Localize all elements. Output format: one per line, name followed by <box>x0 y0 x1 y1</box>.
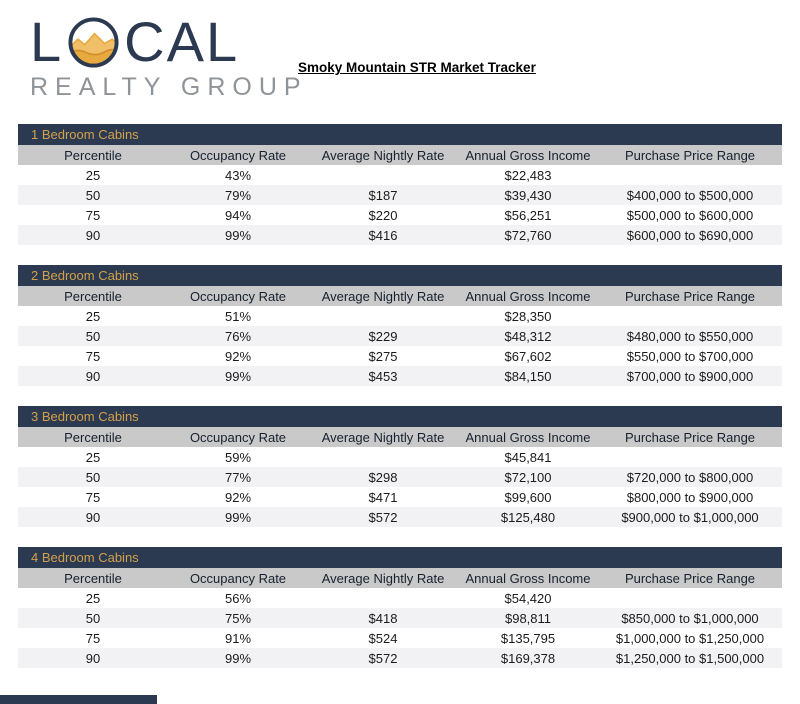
table-cell: $169,378 <box>500 650 556 666</box>
table-cell: 75 <box>85 630 101 646</box>
table-cell: $600,000 to $690,000 <box>626 227 754 243</box>
table-cell: 25 <box>85 167 101 183</box>
cabin-table <box>18 568 782 668</box>
table-row <box>18 648 782 668</box>
cabin-section <box>18 124 782 245</box>
table-cell: $850,000 to $1,000,000 <box>621 610 759 626</box>
table-cell: 79% <box>224 187 252 203</box>
table-cell: 75 <box>85 207 101 223</box>
table-cell: $418 <box>368 610 398 626</box>
table-cell: $572 <box>368 650 398 666</box>
column-header: Percentile <box>18 427 168 447</box>
table-row <box>18 326 782 346</box>
table-cell: $187 <box>368 187 398 203</box>
section-title: 1 Bedroom Cabins <box>18 124 782 145</box>
table-row <box>18 467 782 487</box>
table-row <box>18 185 782 205</box>
table-cell: $500,000 to $600,000 <box>626 207 754 223</box>
column-header: Annual Gross Income <box>458 145 598 165</box>
table-cell: $1,000,000 to $1,250,000 <box>615 630 765 646</box>
table-row <box>18 225 782 245</box>
table-cell: 25 <box>85 590 101 606</box>
table-cell: 91% <box>224 630 252 646</box>
table-cell: $39,430 <box>504 187 552 203</box>
column-header: Occupancy Rate <box>168 145 308 165</box>
table-cell: 99% <box>224 650 252 666</box>
table-cell: $99,600 <box>504 489 552 505</box>
table-cell <box>308 588 458 608</box>
table-cell: 50 <box>85 187 101 203</box>
table-cell: $720,000 to $800,000 <box>626 469 754 485</box>
cabin-section <box>18 406 782 527</box>
cabin-table <box>18 145 782 245</box>
section-title: 2 Bedroom Cabins <box>18 265 782 286</box>
table-cell <box>308 447 458 467</box>
tables <box>0 124 800 668</box>
column-header: Purchase Price Range <box>598 427 782 447</box>
table-row <box>18 306 782 326</box>
table-cell: 25 <box>85 308 101 324</box>
logo <box>30 10 308 102</box>
table-cell: $900,000 to $1,000,000 <box>621 509 759 525</box>
table-cell: 75 <box>85 489 101 505</box>
table-cell: 92% <box>224 489 252 505</box>
table-cell <box>598 447 782 467</box>
table-cell: 90 <box>85 509 101 525</box>
page-title: Smoky Mountain STR Market Tracker <box>298 60 536 75</box>
logo-wordmark <box>30 10 308 73</box>
logo-letters-cal: CAL <box>124 10 240 73</box>
column-header-row <box>18 568 782 588</box>
column-header: Annual Gross Income <box>458 286 598 306</box>
column-header: Occupancy Rate <box>168 427 308 447</box>
table-cell: $700,000 to $900,000 <box>626 368 754 384</box>
table-cell: 76% <box>224 328 252 344</box>
table-cell: $98,811 <box>504 610 552 626</box>
column-header: Purchase Price Range <box>598 568 782 588</box>
section-title: 3 Bedroom Cabins <box>18 406 782 427</box>
table-cell: 43% <box>224 167 252 183</box>
table-cell: $48,312 <box>504 328 552 344</box>
cabin-table <box>18 427 782 527</box>
column-header: Occupancy Rate <box>168 568 308 588</box>
section-title: 4 Bedroom Cabins <box>18 547 782 568</box>
column-header: Purchase Price Range <box>598 286 782 306</box>
column-header: Purchase Price Range <box>598 145 782 165</box>
table-cell: 59% <box>224 449 252 465</box>
table-row <box>18 366 782 386</box>
table-row <box>18 628 782 648</box>
column-header-row <box>18 427 782 447</box>
table-cell: $229 <box>368 328 398 344</box>
table-row <box>18 346 782 366</box>
table-row <box>18 205 782 225</box>
table-cell: 90 <box>85 227 101 243</box>
table-cell: $400,000 to $500,000 <box>626 187 754 203</box>
column-header: Annual Gross Income <box>458 427 598 447</box>
table-row <box>18 608 782 628</box>
table-cell: $471 <box>368 489 398 505</box>
table-cell: 90 <box>85 368 101 384</box>
column-header: Percentile <box>18 568 168 588</box>
logo-letter-l: L <box>30 10 64 73</box>
table-cell: 94% <box>224 207 252 223</box>
table-row <box>18 447 782 467</box>
table-row <box>18 507 782 527</box>
table-row <box>18 588 782 608</box>
table-cell: $135,795 <box>500 630 556 646</box>
table-cell <box>598 306 782 326</box>
table-cell: $72,760 <box>504 227 552 243</box>
table-cell: $67,602 <box>504 348 552 364</box>
table-cell: $28,350 <box>504 308 552 324</box>
table-cell <box>308 306 458 326</box>
table-cell: 51% <box>224 308 252 324</box>
cabin-table <box>18 286 782 386</box>
table-cell: $125,480 <box>500 509 556 525</box>
table-cell: $54,420 <box>504 590 552 606</box>
table-row <box>18 165 782 185</box>
table-cell: 50 <box>85 610 101 626</box>
table-cell: 92% <box>224 348 252 364</box>
table-cell: $524 <box>368 630 398 646</box>
table-row <box>18 487 782 507</box>
column-header: Average Nightly Rate <box>308 286 458 306</box>
mountain-circle-icon <box>66 15 121 70</box>
column-header: Annual Gross Income <box>458 568 598 588</box>
column-header: Average Nightly Rate <box>308 145 458 165</box>
table-cell: 99% <box>224 368 252 384</box>
cabin-section <box>18 547 782 668</box>
column-header-row <box>18 145 782 165</box>
page-header <box>0 0 800 124</box>
column-header: Average Nightly Rate <box>308 568 458 588</box>
table-cell: $453 <box>368 368 398 384</box>
column-header: Percentile <box>18 145 168 165</box>
table-cell: $45,841 <box>504 449 552 465</box>
table-cell: 25 <box>85 449 101 465</box>
table-cell: $800,000 to $900,000 <box>626 489 754 505</box>
logo-subtitle: REALTY GROUP <box>30 73 308 101</box>
column-header: Occupancy Rate <box>168 286 308 306</box>
table-cell <box>598 588 782 608</box>
table-cell: $220 <box>368 207 398 223</box>
table-cell: 75% <box>224 610 252 626</box>
table-cell: 99% <box>224 509 252 525</box>
table-cell: $1,250,000 to $1,500,000 <box>615 650 765 666</box>
table-cell: 50 <box>85 328 101 344</box>
partial-next-section-bar <box>0 695 157 704</box>
table-cell: $416 <box>368 227 398 243</box>
table-cell: $572 <box>368 509 398 525</box>
table-cell: 77% <box>224 469 252 485</box>
table-cell: 56% <box>224 590 252 606</box>
table-cell: 90 <box>85 650 101 666</box>
column-header-row <box>18 286 782 306</box>
table-cell: $550,000 to $700,000 <box>626 348 754 364</box>
table-cell: $298 <box>368 469 398 485</box>
table-cell <box>598 165 782 185</box>
table-cell: $275 <box>368 348 398 364</box>
table-cell: $22,483 <box>504 167 552 183</box>
table-cell: 99% <box>224 227 252 243</box>
column-header: Percentile <box>18 286 168 306</box>
table-cell: $72,100 <box>504 469 552 485</box>
cabin-section <box>18 265 782 386</box>
column-header: Average Nightly Rate <box>308 427 458 447</box>
table-cell: 50 <box>85 469 101 485</box>
table-cell <box>308 165 458 185</box>
table-cell: $56,251 <box>504 207 552 223</box>
table-cell: $84,150 <box>504 368 552 384</box>
table-cell: $480,000 to $550,000 <box>626 328 754 344</box>
table-cell: 75 <box>85 348 101 364</box>
